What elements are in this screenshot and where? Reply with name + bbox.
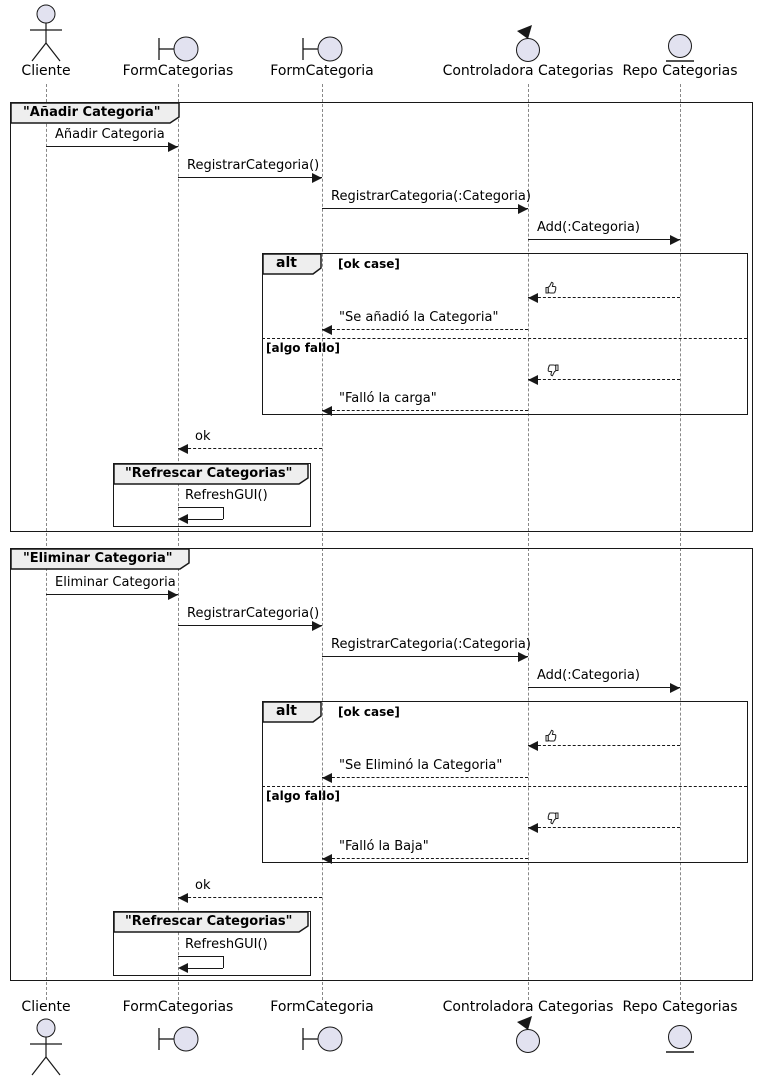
message-label: Add(:Categoria) [537,668,640,683]
arrowhead-icon [322,773,332,783]
alt-guard-bottom: [algo fallo] [266,789,340,803]
arrowhead-icon [312,621,322,631]
arrowhead-icon [168,142,178,152]
arrowhead-icon [178,514,188,524]
message-label: "Falló la carga" [339,391,437,406]
actor-icon [26,1017,66,1079]
group-title: "Refrescar Categorias" [125,914,293,929]
arrowhead-icon [518,204,528,214]
alt-divider [262,338,747,339]
arrowhead-icon [178,444,188,454]
message-label: "Se Eliminó la Categoria" [339,758,503,773]
boundary-icon [158,1026,202,1052]
group-title: "Refrescar Categorias" [125,466,293,481]
alt-keyword: alt [276,255,297,271]
boundary-icon [302,1026,346,1052]
participant-label: Cliente [21,63,71,79]
participant-label: FormCategorias [122,999,234,1015]
message-label: "Falló la Baja" [339,839,429,854]
message-line [187,968,223,969]
message-line [178,177,322,178]
message-line [528,297,680,298]
entity-icon [663,1025,697,1055]
alt-fragment [262,701,748,863]
alt-keyword: alt [276,703,297,719]
arrowhead-icon [528,741,538,751]
control-icon [511,1015,545,1055]
message-label: Eliminar Categoria [55,575,176,590]
participant-label: Repo Categorias [622,63,738,79]
message-line [322,329,528,330]
message-line [178,956,223,957]
participant-label: Controladora Categorias [442,63,614,79]
message-label: ok [195,429,211,444]
alt-guard-top: [ok case] [338,705,400,719]
participant-label: FormCategoria [270,63,374,79]
arrowhead-icon [322,854,332,864]
message-line [223,956,224,968]
actor-icon [26,3,66,65]
message-line [322,777,528,778]
participant-label: Controladora Categorias [442,999,614,1015]
message-line [528,827,680,828]
thumbs-down-icon [544,810,560,826]
alt-guard-bottom: [algo fallo] [266,341,340,355]
message-line [46,594,178,595]
arrowhead-icon [178,963,188,973]
arrowhead-icon [168,590,178,600]
arrowhead-icon [528,375,538,385]
message-label: Add(:Categoria) [537,220,640,235]
message-label: RegistrarCategoria(:Categoria) [331,637,531,652]
frame-title: "Eliminar Categoria" [23,551,173,566]
thumbs-up-icon [544,280,560,296]
arrowhead-icon [312,173,322,183]
boundary-icon [158,36,202,62]
arrowhead-icon [518,652,528,662]
message-line [322,208,528,209]
message-line [178,448,322,449]
message-line [528,239,680,240]
message-line [223,507,224,519]
thumbs-down-icon [544,362,560,378]
message-line [528,745,680,746]
message-label: RegistrarCategoria() [187,606,320,621]
participant-label: Repo Categorias [622,999,738,1015]
arrowhead-icon [322,325,332,335]
message-line [178,897,322,898]
message-line [322,656,528,657]
message-line [46,146,178,147]
arrowhead-icon [178,893,188,903]
message-line [528,687,680,688]
entity-icon [663,34,697,64]
message-label: "Se añadió la Categoria" [339,310,499,325]
alt-fragment [262,253,748,415]
message-label: RefreshGUI() [185,937,268,952]
control-icon [511,24,545,64]
message-line [528,379,680,380]
alt-divider [262,786,747,787]
frame-title: "Añadir Categoria" [23,105,161,120]
message-label: RegistrarCategoria(:Categoria) [331,189,531,204]
boundary-icon [302,36,346,62]
message-label: ok [195,878,211,893]
arrowhead-icon [322,406,332,416]
message-label: RegistrarCategoria() [187,158,320,173]
message-line [187,519,223,520]
participant-label: FormCategorias [122,63,234,79]
arrowhead-icon [670,683,680,693]
arrowhead-icon [528,293,538,303]
participant-label: FormCategoria [270,999,374,1015]
message-label: RefreshGUI() [185,488,268,503]
alt-guard-top: [ok case] [338,257,400,271]
thumbs-up-icon [544,728,560,744]
arrowhead-icon [670,235,680,245]
participant-label: Cliente [21,999,71,1015]
message-line [322,410,528,411]
message-line [178,625,322,626]
message-line [322,858,528,859]
message-label: Añadir Categoria [55,127,165,142]
message-line [178,507,223,508]
arrowhead-icon [528,823,538,833]
